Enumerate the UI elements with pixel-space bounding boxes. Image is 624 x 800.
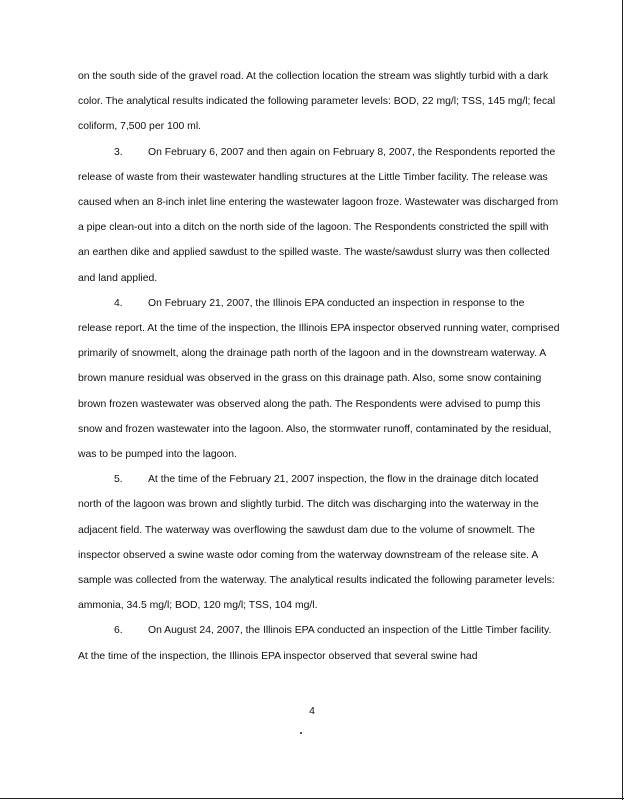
paragraph-number: 3. [114,146,123,158]
paragraph-number: 4. [114,297,123,309]
page-number: 4 [309,706,315,717]
continuation-paragraph: on the south side of the gravel road. At the collection location the stream was slightly turbid with a dark color. The analytical results indicated the following parameter levels: BOD, 22 mg/l; TSS, 145 mg/l; fecal coliform, 7,500 per 100 ml. [78,71,556,133]
paragraph-5 [78,467,560,618]
scan-edge-right [622,0,623,800]
scan-edge-bottom [0,798,624,799]
paragraph-number: 5. [114,474,123,486]
paragraph-4 [78,291,560,467]
paragraph-6 [78,618,560,668]
paragraph-number: 6. [114,625,123,637]
document-body [78,64,560,669]
scan-speck [300,732,302,734]
paragraph-text: On February 6, 2007 and then again on February 8, 2007, the Respondents reported the release of waste from their wastewater handling structures at the Little Timber facility. The release was caused when an 8-inch inlet line entering the wastewater lagoon froze. Wastewater was discharged from a pipe clean-out into a ditch on the north side of the lagoon. The Respondents constricted the spill with an earthen dike and applied sawdust to the spilled waste. The waste/sawdust slurry was then collected and land applied. [78,146,559,284]
paragraph-text: On February 21, 2007, the Illinois EPA conducted an inspection in response to the release report. At the time of the inspection, the Illinois EPA inspector observed running water, comprised primarily of snowmelt, along the drainage path north of the lagoon and in the downstream waterway. A brown manure residual was observed in the grass on this drainage path. Also, some snow containing brown frozen wastewater was observed along the path. The Respondents were advised to pump this snow and frozen wastewater into the lagoon. Also, the stormwater runoff, contaminated by the residual, was to be pumped into the lagoon. [78,297,560,461]
paragraph-3 [78,140,560,291]
paragraph-text: At the time of the February 21, 2007 inspection, the flow in the drainage ditch located north of the lagoon was brown and slightly turbid. The ditch was discharging into the waterway in the adjacent field. The waterway was overflowing the sawdust dam due to the volume of snowmelt. The inspector observed a swine waste odor coming from the waterway downstream of the release site. A sample was collected from the waterway. The analytical results indicated the following parameter levels: ammonia, 34.5 mg/l; BOD, 120 mg/l; TSS, 104 mg/l. [78,474,555,612]
paragraph-text: On August 24, 2007, the Illinois EPA conducted an inspection of the Little Timber facility. At the time of the inspection, the Illinois EPA inspector observed that several swine had [78,625,552,662]
